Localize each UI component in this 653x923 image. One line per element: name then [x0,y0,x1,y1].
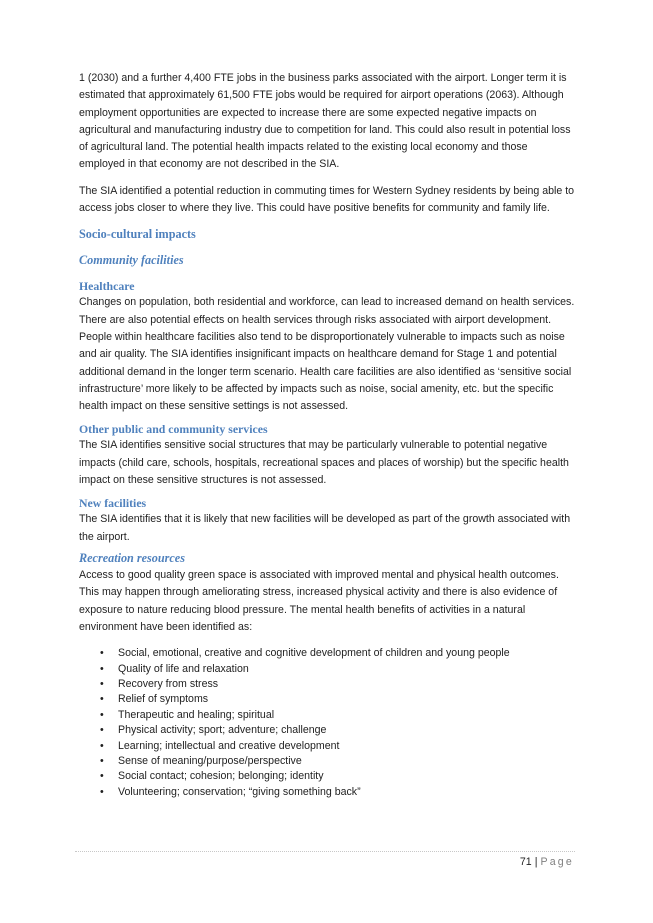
bullet-icon: • [100,647,104,660]
footer-separator: | [534,856,538,868]
list-item: • Social contact; cohesion; belonging; identity [100,769,575,784]
bullet-icon: • [100,754,104,767]
list-item: • Volunteering; conservation; “giving something back” [100,785,575,800]
list-item: • Sense of meaning/purpose/perspective [100,754,575,769]
paragraph-healthcare: Changes on population, both residential and workforce, can lead to increased demand on health services. There are also potential effects on health services through risks associated with airport development. People within healthcare facilities also tend to be disproportionately vulnerable to impacts such as noise and air quality. The SIA identifies insignificant impacts on healthcare demand for Stage 1 and potential additional demand in the longer term scenario. Health care facilities are also identified as ‘sensitive social infrastructure’ more likely to be affected by impacts such as noise, social amenity, etc. but the specific health impact on these sensitive settings is not assessed. [79,296,575,413]
heading-recreation-resources: Recreation resources [79,550,185,565]
bullet-icon: • [100,693,104,706]
list-item: • Social, emotional, creative and cognitive development of children and young people [100,646,575,661]
paragraph-new-facilities: The SIA identifies that it is likely that new facilities will be developed as part of the growth associated with the airport. [79,513,571,543]
list-item: • Physical activity; sport; adventure; challenge [100,723,575,738]
heading-community-facilities: Community facilities [79,253,184,268]
paragraph-commuting: The SIA identified a potential reduction in commuting times for Western Sydney residents by being able to access jobs closer to where they live. This could have positive benefits for community and family life. [79,184,575,215]
bullet-icon: • [100,785,104,798]
list-item: • Quality of life and relaxation [100,662,575,677]
list-item: • Therapeutic and healing; spiritual [100,708,575,723]
list-item: • Relief of symptoms [100,692,575,707]
paragraph-employment: 1 (2030) and a further 4,400 FTE jobs in the business parks associated with the airport. Longer term it is estimated that approximately 61,500 FTE jobs would be required for airport operations (2063). Although employment opportunities are expected to increase there are some expected negative impacts on agricultural and manufacturing industry due to competition for land. This could also result in potential loss of agricultural land. The potential health impacts related to the existing local economy and those employed in that economy are not described in the SIA. [79,72,571,171]
bullet-icon: • [100,739,104,752]
document-page [79,70,575,800]
heading-healthcare: Healthcare [79,279,135,294]
page-footer [520,856,574,868]
heading-socio-cultural-impacts: Socio-cultural impacts [79,227,196,242]
paragraph-recreation: Access to good quality green space is associated with improved mental and physical health outcomes. This may happen through ameliorating stress, increased physical activity and there is also evidence of exposure to nature reducing blood pressure. The mental health benefits of activities in a natural environment have been identified as: [79,568,559,633]
list-item: • Recovery from stress [100,677,575,692]
page-label: Page [540,856,574,868]
bullet-icon: • [100,708,104,721]
paragraph-other-public-services: The SIA identifies sensitive social structures that may be particularly vulnerable to potential negative impacts (child care, schools, hospitals, recreational spaces and places of worship) but the specific health impact on these sensitive structures is not assessed. [79,439,569,487]
footer-divider [75,851,575,852]
bullet-icon: • [100,724,104,737]
bullet-icon: • [100,770,104,783]
benefits-list [79,646,575,800]
list-item: • Learning; intellectual and creative development [100,739,575,754]
bullet-icon: • [100,662,104,675]
heading-new-facilities: New facilities [79,496,147,511]
bullet-icon: • [100,677,104,690]
page-number: 71 [519,856,532,868]
heading-other-public-services: Other public and community services [79,422,268,437]
